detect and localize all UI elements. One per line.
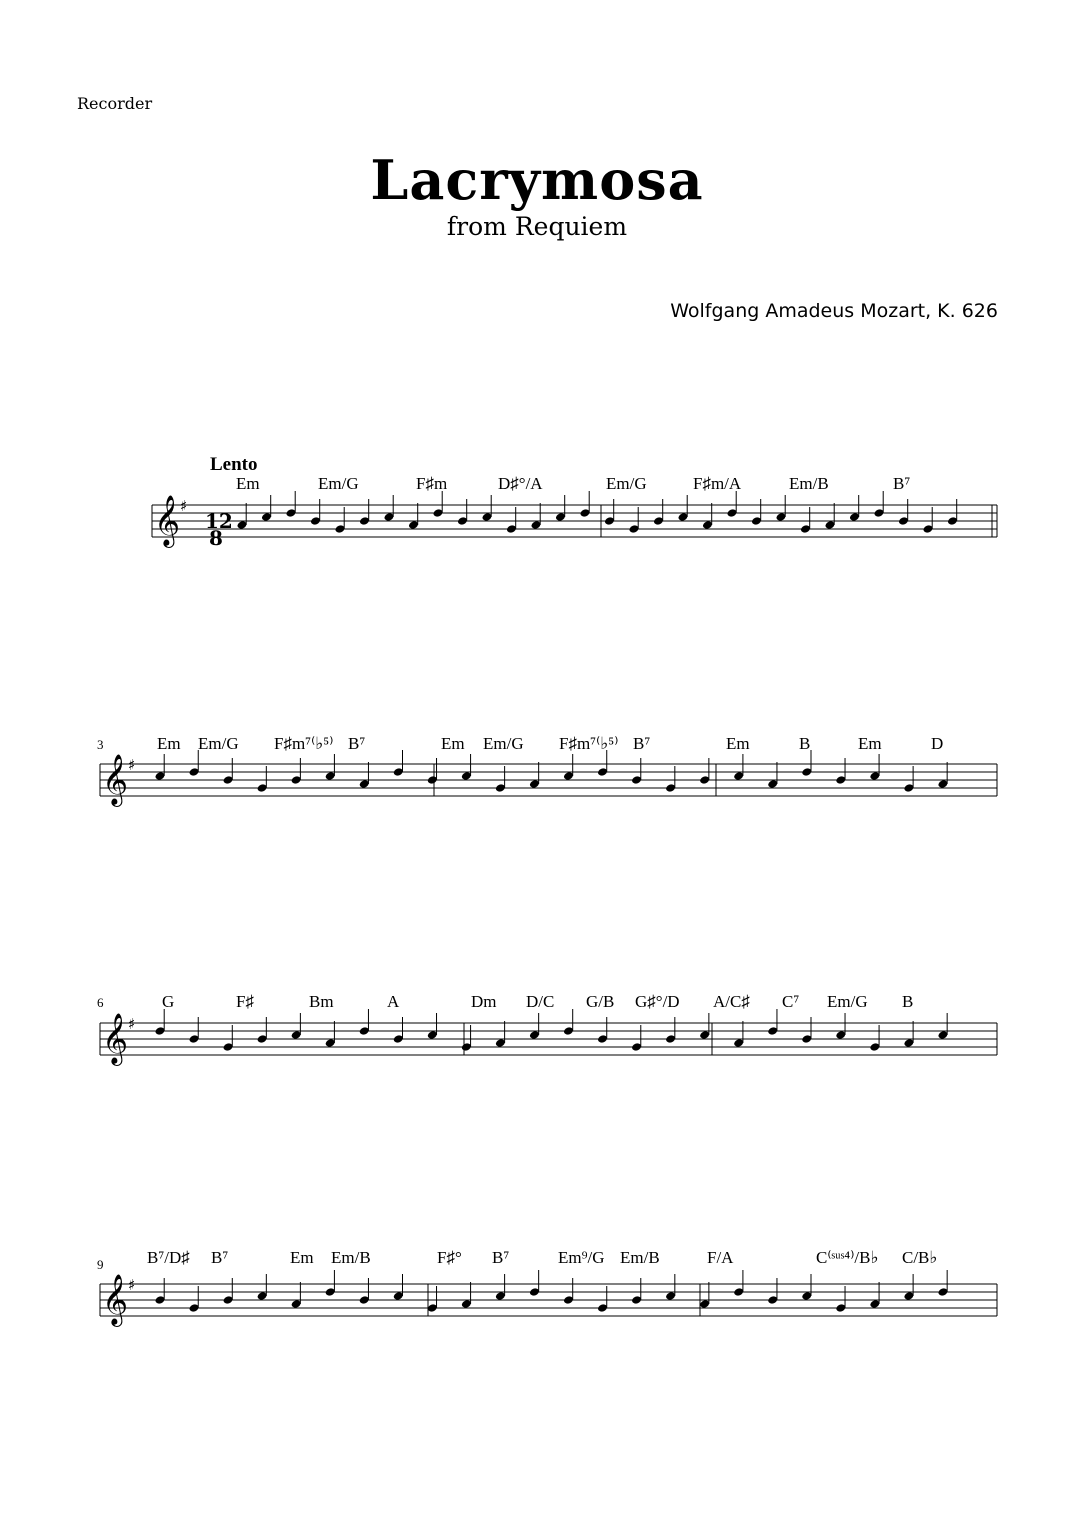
treble-clef-icon: 𝄞 bbox=[102, 1013, 129, 1064]
chord-symbol: Em/G bbox=[483, 734, 524, 753]
chord-symbol: Em bbox=[157, 734, 181, 753]
chord-symbol: Em bbox=[858, 734, 882, 753]
chord-symbol: B bbox=[799, 734, 811, 753]
chord-symbol: Em/B bbox=[331, 1248, 371, 1267]
sharp-icon: ♯ bbox=[128, 1276, 136, 1294]
chord-symbol: B⁷ bbox=[348, 734, 366, 753]
measure-number: 3 bbox=[97, 737, 104, 752]
measure-number: 6 bbox=[97, 995, 104, 1010]
treble-clef-icon: 𝄞 bbox=[102, 1274, 129, 1325]
chord-symbol: Em/B bbox=[789, 474, 829, 493]
chord-symbol: D/C bbox=[526, 992, 555, 1011]
chord-row-1 bbox=[236, 474, 910, 493]
chord-symbol: F♯m⁷⁽♭⁵⁾ bbox=[274, 734, 334, 753]
chord-symbol: B⁷/D♯ bbox=[147, 1248, 190, 1267]
chord-symbol: Em bbox=[441, 734, 465, 753]
tempo-marking: Lento bbox=[210, 454, 258, 475]
chord-symbol: F♯m⁷⁽♭⁵⁾ bbox=[559, 734, 619, 753]
chord-symbol: Dm bbox=[471, 992, 497, 1011]
chord-row-3 bbox=[162, 992, 913, 1011]
chord-symbol: Em/B bbox=[620, 1248, 660, 1267]
score-subtitle: from Requiem bbox=[446, 212, 628, 241]
chord-symbol: F♯m bbox=[416, 474, 448, 493]
chord-symbol: G bbox=[162, 992, 175, 1011]
chord-symbol: F♯m/A bbox=[693, 474, 742, 493]
chord-symbol: G♯°/D bbox=[635, 992, 680, 1011]
chord-symbol: C⁽ˢᵘˢ⁴⁾/B♭ bbox=[816, 1248, 879, 1267]
chord-row-4 bbox=[147, 1248, 937, 1267]
score-title: Lacrymosa bbox=[370, 148, 704, 212]
chord-symbol: A/C♯ bbox=[713, 992, 750, 1011]
chord-symbol: C/B♭ bbox=[902, 1248, 938, 1267]
chord-symbol: Em/G bbox=[606, 474, 647, 493]
treble-clef-icon: 𝄞 bbox=[154, 495, 181, 546]
chord-symbol: B⁷ bbox=[633, 734, 651, 753]
chord-symbol: Em/G bbox=[827, 992, 868, 1011]
treble-clef-icon: 𝄞 bbox=[102, 754, 129, 805]
chord-symbol: Em bbox=[236, 474, 260, 493]
time-signature-numerator: 12 bbox=[205, 509, 233, 533]
sharp-icon: ♯ bbox=[128, 1015, 136, 1033]
chord-symbol: B⁷ bbox=[893, 474, 911, 493]
chord-symbol: Em/G bbox=[198, 734, 239, 753]
chord-symbol: F♯ bbox=[236, 992, 254, 1011]
measure-number: 9 bbox=[97, 1257, 104, 1272]
chord-symbol: Em bbox=[726, 734, 750, 753]
chord-symbol: G/B bbox=[586, 992, 615, 1011]
sharp-icon: ♯ bbox=[180, 497, 188, 515]
chord-symbol: F/A bbox=[707, 1248, 734, 1267]
time-signature-denominator: 8 bbox=[209, 526, 223, 550]
chord-symbol: C⁷ bbox=[782, 992, 800, 1011]
chord-symbol: Bm bbox=[309, 992, 334, 1011]
composer-credit: Wolfgang Amadeus Mozart, K. 626 bbox=[670, 300, 998, 322]
instrument-name: Recorder bbox=[77, 94, 153, 113]
chord-symbol: D bbox=[931, 734, 944, 753]
chord-row-2 bbox=[157, 734, 943, 753]
staves bbox=[100, 491, 997, 1327]
sharp-icon: ♯ bbox=[128, 756, 136, 774]
chord-symbol: B bbox=[902, 992, 914, 1011]
chord-symbol: B⁷ bbox=[492, 1248, 510, 1267]
chord-symbol: Em/G bbox=[318, 474, 359, 493]
chord-symbol: Em⁹/G bbox=[558, 1248, 605, 1267]
chord-symbol: Em bbox=[290, 1248, 314, 1267]
chord-symbol: F♯° bbox=[437, 1248, 462, 1267]
chord-symbol: A bbox=[387, 992, 400, 1011]
chord-symbol: D♯°/A bbox=[498, 474, 543, 493]
chord-symbol: B⁷ bbox=[211, 1248, 229, 1267]
